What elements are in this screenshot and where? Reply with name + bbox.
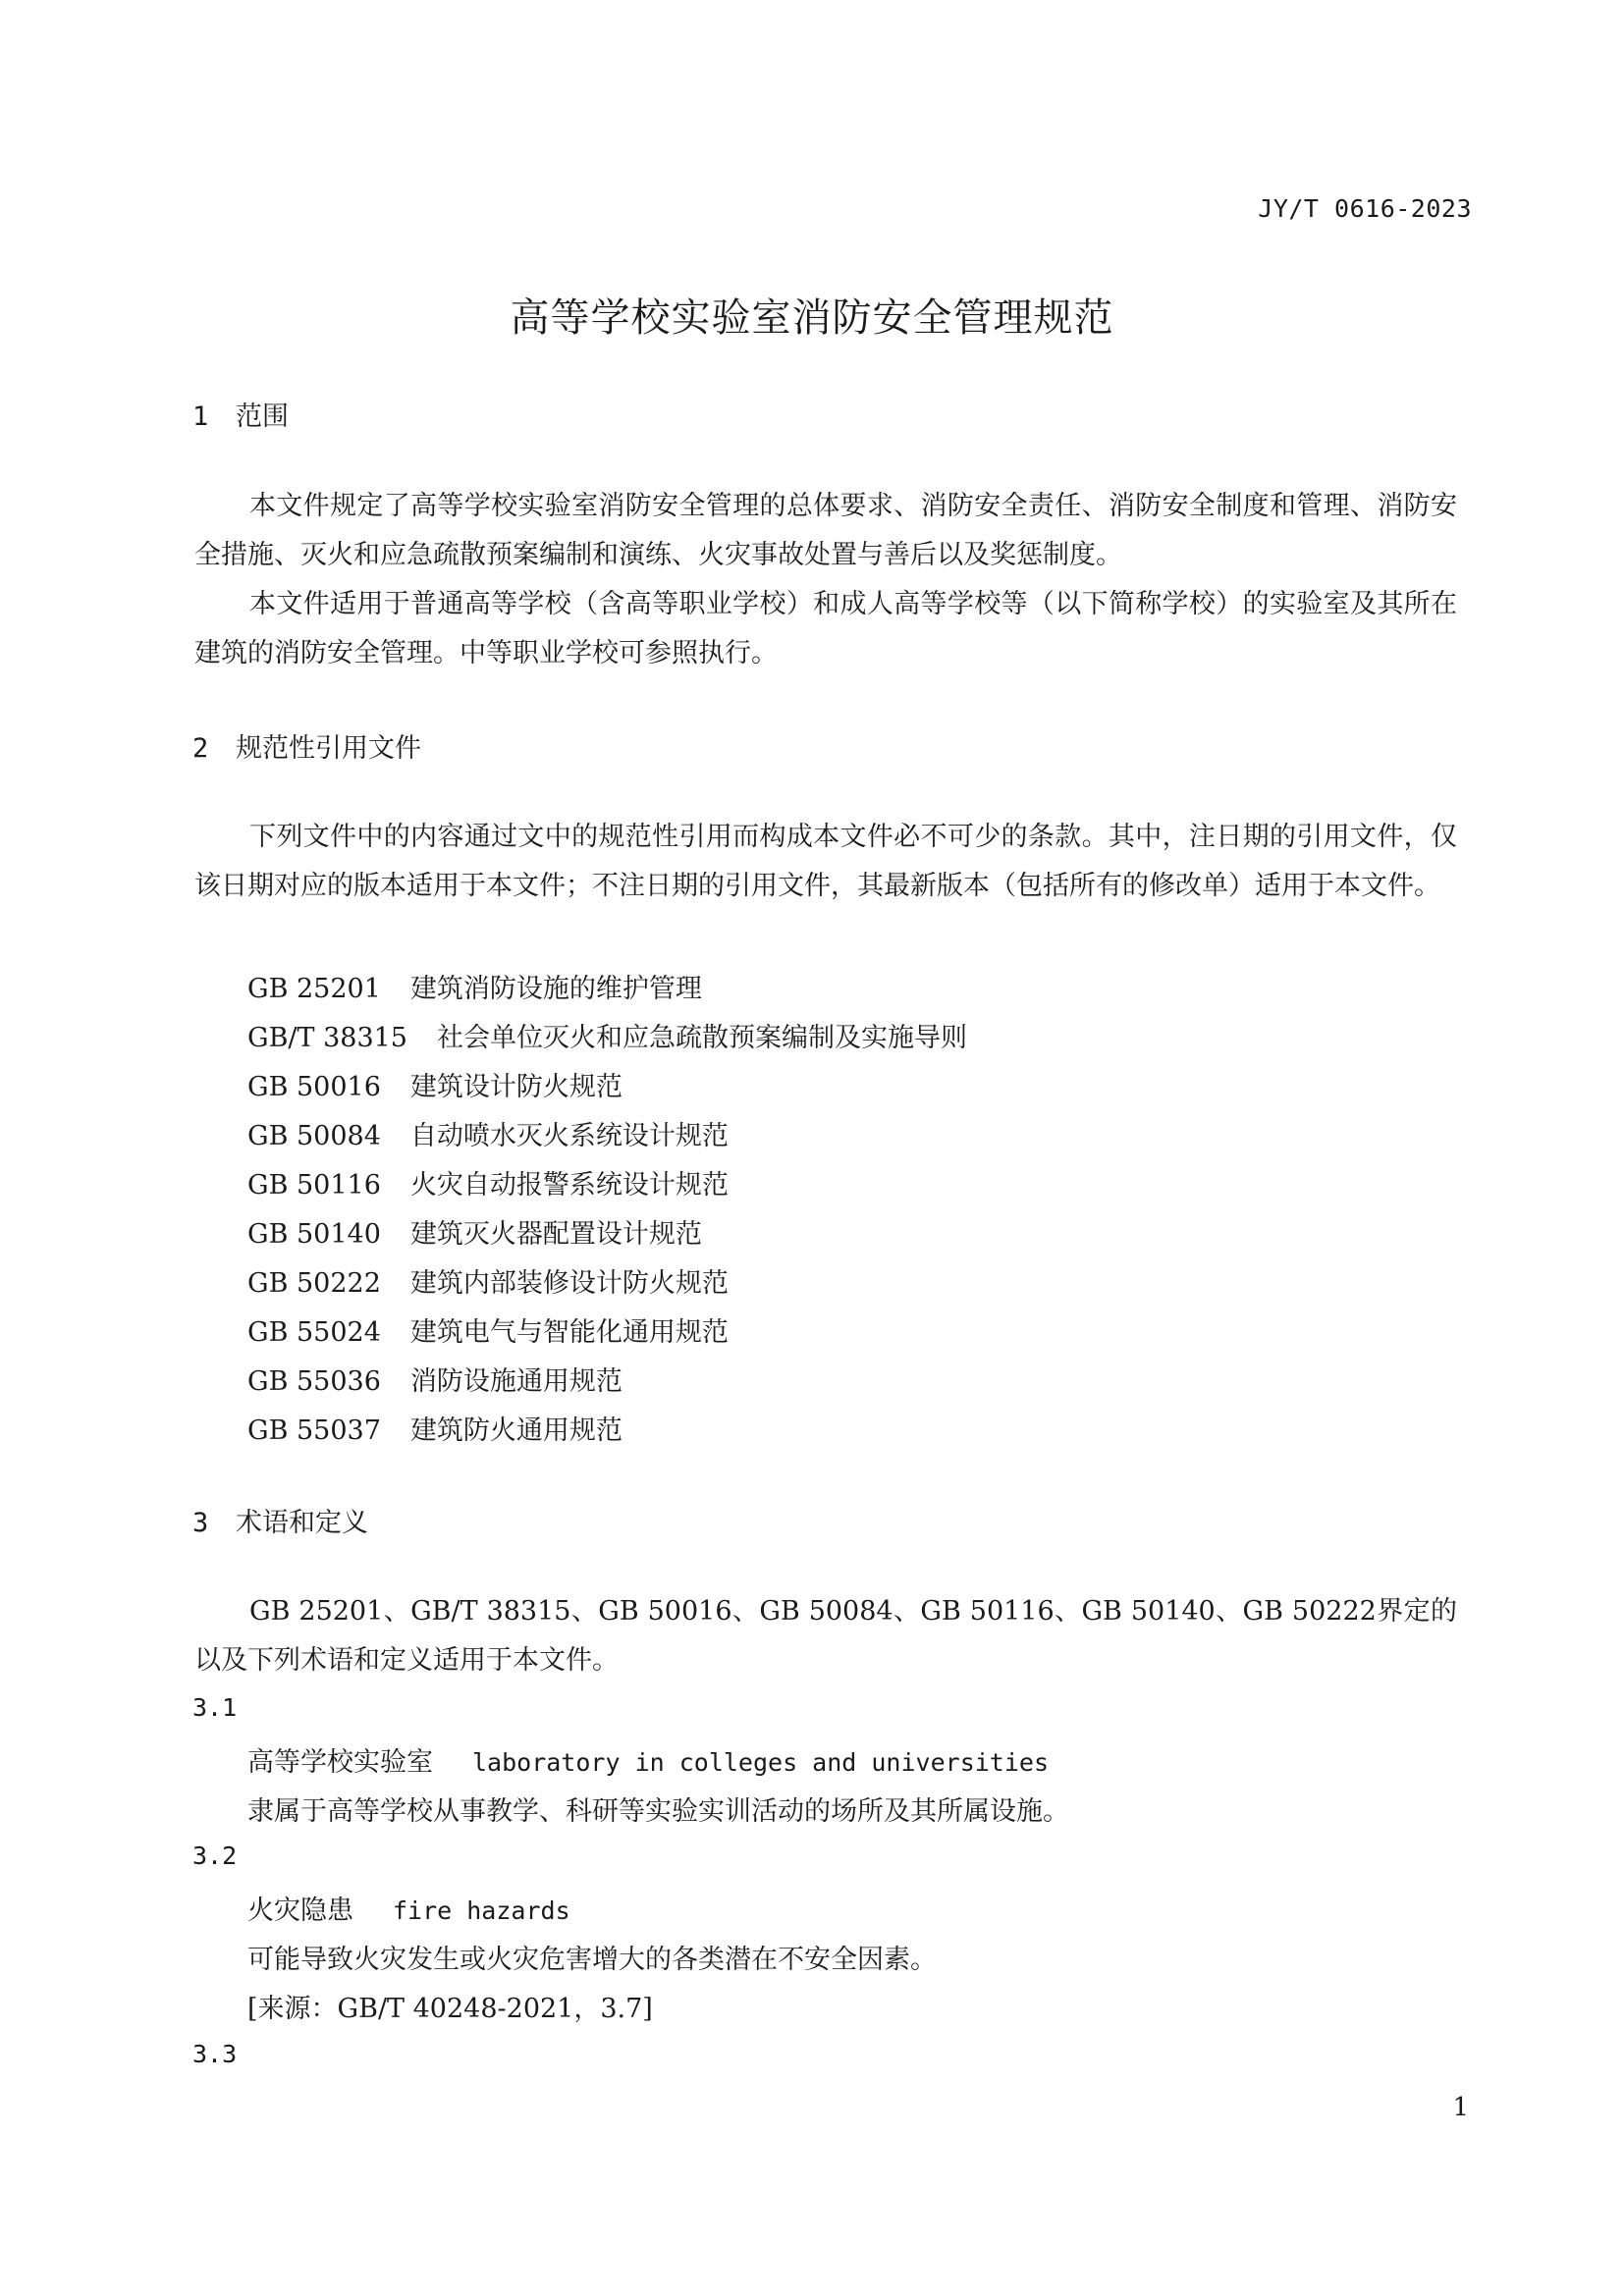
term-title xyxy=(247,1889,570,1927)
term-definition: 可能导致火灾发生或火灾危害增大的各类潜在不安全因素。 xyxy=(247,1945,937,1975)
section-1-paragraph-2: 本文件适用于普通高等学校（含高等职业学校）和成人高等学校等（以下简称学校）的实验室及其所在建筑的消防安全管理。中等职业学校可参照执行。 xyxy=(194,589,1457,668)
term-chinese: 火灾隐患 xyxy=(247,1896,353,1926)
reference-code: GB/T 38315 xyxy=(247,1023,407,1053)
reference-name: 建筑电气与智能化通用规范 xyxy=(409,1317,729,1348)
reference-item xyxy=(247,1409,623,1447)
reference-item xyxy=(247,1065,623,1103)
reference-name: 建筑防火通用规范 xyxy=(409,1415,623,1446)
section-title: 术语和定义 xyxy=(236,1508,368,1538)
reference-name: 自动喷水灭火系统设计规范 xyxy=(409,1121,729,1151)
term-source: [来源：GB/T 40248-2021，3.7] xyxy=(247,1994,653,2024)
section-number: 3 xyxy=(192,1508,209,1538)
section-number: 2 xyxy=(192,733,209,764)
reference-code: GB 55036 xyxy=(247,1366,381,1397)
term-chinese: 高等学校实验室 xyxy=(247,1747,433,1778)
term-number: 3.3 xyxy=(192,2040,238,2068)
reference-name: 消防设施通用规范 xyxy=(409,1366,623,1397)
reference-item xyxy=(247,1310,729,1349)
section-title: 范围 xyxy=(236,401,289,432)
reference-item xyxy=(247,1016,967,1054)
section-3-paragraph-1: GB 25201、GB/T 38315、GB 50016、GB 50084、GB 50116、GB 50140、GB 50222界定的以及下列术语和定义适用于本文件。 xyxy=(194,1596,1457,1676)
reference-code: GB 25201 xyxy=(247,974,381,1004)
section-1-paragraph-1: 本文件规定了高等学校实验室消防安全管理的总体要求、消防安全责任、消防安全制度和管理、消防安全措施、灭火和应急疏散预案编制和演练、火灾事故处置与善后以及奖惩制度。 xyxy=(194,491,1457,570)
reference-item xyxy=(247,967,702,1005)
term-number: 3.1 xyxy=(192,1693,238,1722)
page-number: 1 xyxy=(1452,2093,1469,2122)
term-definition: 隶属于高等学校从事教学、科研等实验实训活动的场所及其所属设施。 xyxy=(247,1796,1069,1827)
reference-code: GB 50140 xyxy=(247,1219,381,1250)
document-title: 高等学校实验室消防安全管理规范 xyxy=(510,295,1114,341)
reference-item xyxy=(247,1212,702,1251)
section-2-paragraph-1: 下列文件中的内容通过文中的规范性引用而构成本文件必不可少的条款。其中，注日期的引用文件，仅该日期对应的版本适用于本文件；不注日期的引用文件，其最新版本（包括所有的修改单）适用于本文件。 xyxy=(194,822,1457,901)
term-english: fire hazards xyxy=(393,1896,570,1925)
section-2-heading xyxy=(192,726,421,765)
reference-item xyxy=(247,1360,623,1398)
section-1-heading xyxy=(192,395,289,433)
reference-name: 建筑设计防火规范 xyxy=(409,1072,623,1102)
section-title: 规范性引用文件 xyxy=(236,733,421,764)
term-title xyxy=(247,1740,1049,1779)
term-english: laboratory in colleges and universities xyxy=(472,1748,1049,1777)
reference-code: GB 50016 xyxy=(247,1072,381,1102)
section-number: 1 xyxy=(192,401,209,432)
reference-item xyxy=(247,1163,729,1201)
term-number: 3.2 xyxy=(192,1842,238,1870)
reference-name: 建筑内部装修设计防火规范 xyxy=(409,1268,729,1299)
reference-name: 火灾自动报警系统设计规范 xyxy=(409,1170,729,1201)
reference-code: GB 50116 xyxy=(247,1170,381,1201)
reference-name: 建筑灭火器配置设计规范 xyxy=(409,1219,702,1250)
section-3-heading xyxy=(192,1501,368,1539)
reference-code: GB 50084 xyxy=(247,1121,381,1151)
reference-code: GB 55037 xyxy=(247,1415,381,1446)
reference-code: GB 55024 xyxy=(247,1317,381,1348)
document-number: JY/T 0616-2023 xyxy=(1258,194,1472,223)
reference-item xyxy=(247,1261,729,1300)
reference-item xyxy=(247,1114,729,1152)
reference-name: 建筑消防设施的维护管理 xyxy=(409,974,702,1004)
reference-code: GB 50222 xyxy=(247,1268,381,1299)
reference-name: 社会单位灭火和应急疏散预案编制及实施导则 xyxy=(437,1023,967,1053)
